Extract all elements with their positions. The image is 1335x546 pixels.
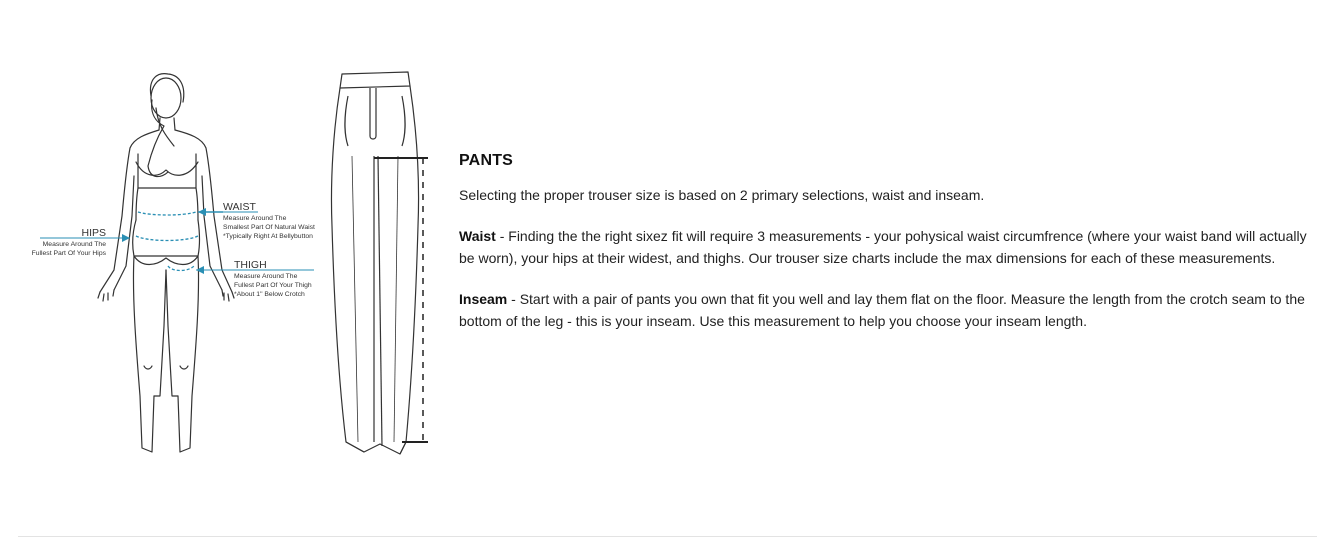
- thigh-line-2: Fullest Part Of Your Thigh: [234, 282, 312, 289]
- hips-line-1: Measure Around The: [42, 241, 106, 248]
- trousers-drawing: [331, 72, 418, 454]
- measurement-illustration: [18, 66, 438, 461]
- hips-title: HIPS: [81, 227, 106, 239]
- waist-label: Waist: [459, 227, 496, 244]
- inseam-label: Inseam: [459, 290, 508, 307]
- waist-arrow-icon: [198, 208, 206, 216]
- thigh-arrow-icon: [196, 266, 204, 274]
- measurement-figure: [18, 66, 438, 461]
- body-figure: [98, 74, 234, 452]
- thigh-title: THIGH: [234, 259, 267, 271]
- thigh-line-1: Measure Around The: [234, 273, 298, 280]
- inseam-text: - Start with a pair of pants you own that fit you well and lay them flat on the floor. Measure the length from the crotch seam to the bottom of the leg - this is your inseam. Use this measurement to help you choose your inseam length.: [459, 290, 1305, 329]
- inseam-paragraph: [459, 288, 1319, 333]
- intro-paragraph: Selecting the proper trouser size is based on 2 primary selections, waist and inseam.: [459, 187, 985, 203]
- waist-callout: [198, 201, 315, 240]
- bottom-divider: [18, 536, 1317, 537]
- waist-line-2: Smallest Part Of Natural Waist: [223, 224, 315, 231]
- section-heading: PANTS: [459, 152, 514, 169]
- waist-title: WAIST: [223, 201, 256, 213]
- waist-paragraph: [459, 225, 1319, 270]
- hips-line-2: Fullest Part Of Your Hips: [31, 250, 106, 257]
- thigh-callout: [196, 259, 314, 298]
- waist-line-1: Measure Around The: [223, 215, 287, 222]
- pants-description: [459, 152, 1319, 351]
- hips-callout: [32, 227, 130, 257]
- waist-line-3: *Typically Right At Bellybutton: [223, 233, 313, 240]
- thigh-line-3: *About 1" Below Crotch: [234, 291, 305, 298]
- waist-text: - Finding the the right sixez fit will require 3 measurements - your pohysical waist circumfrence (where your waist band will actually be worn), your hips at their widest, and thighs. Our trouser size charts include the max dimensions for each of these measurements.: [459, 227, 1307, 266]
- inseam-measure: [374, 158, 428, 442]
- measurement-lines: [136, 212, 198, 271]
